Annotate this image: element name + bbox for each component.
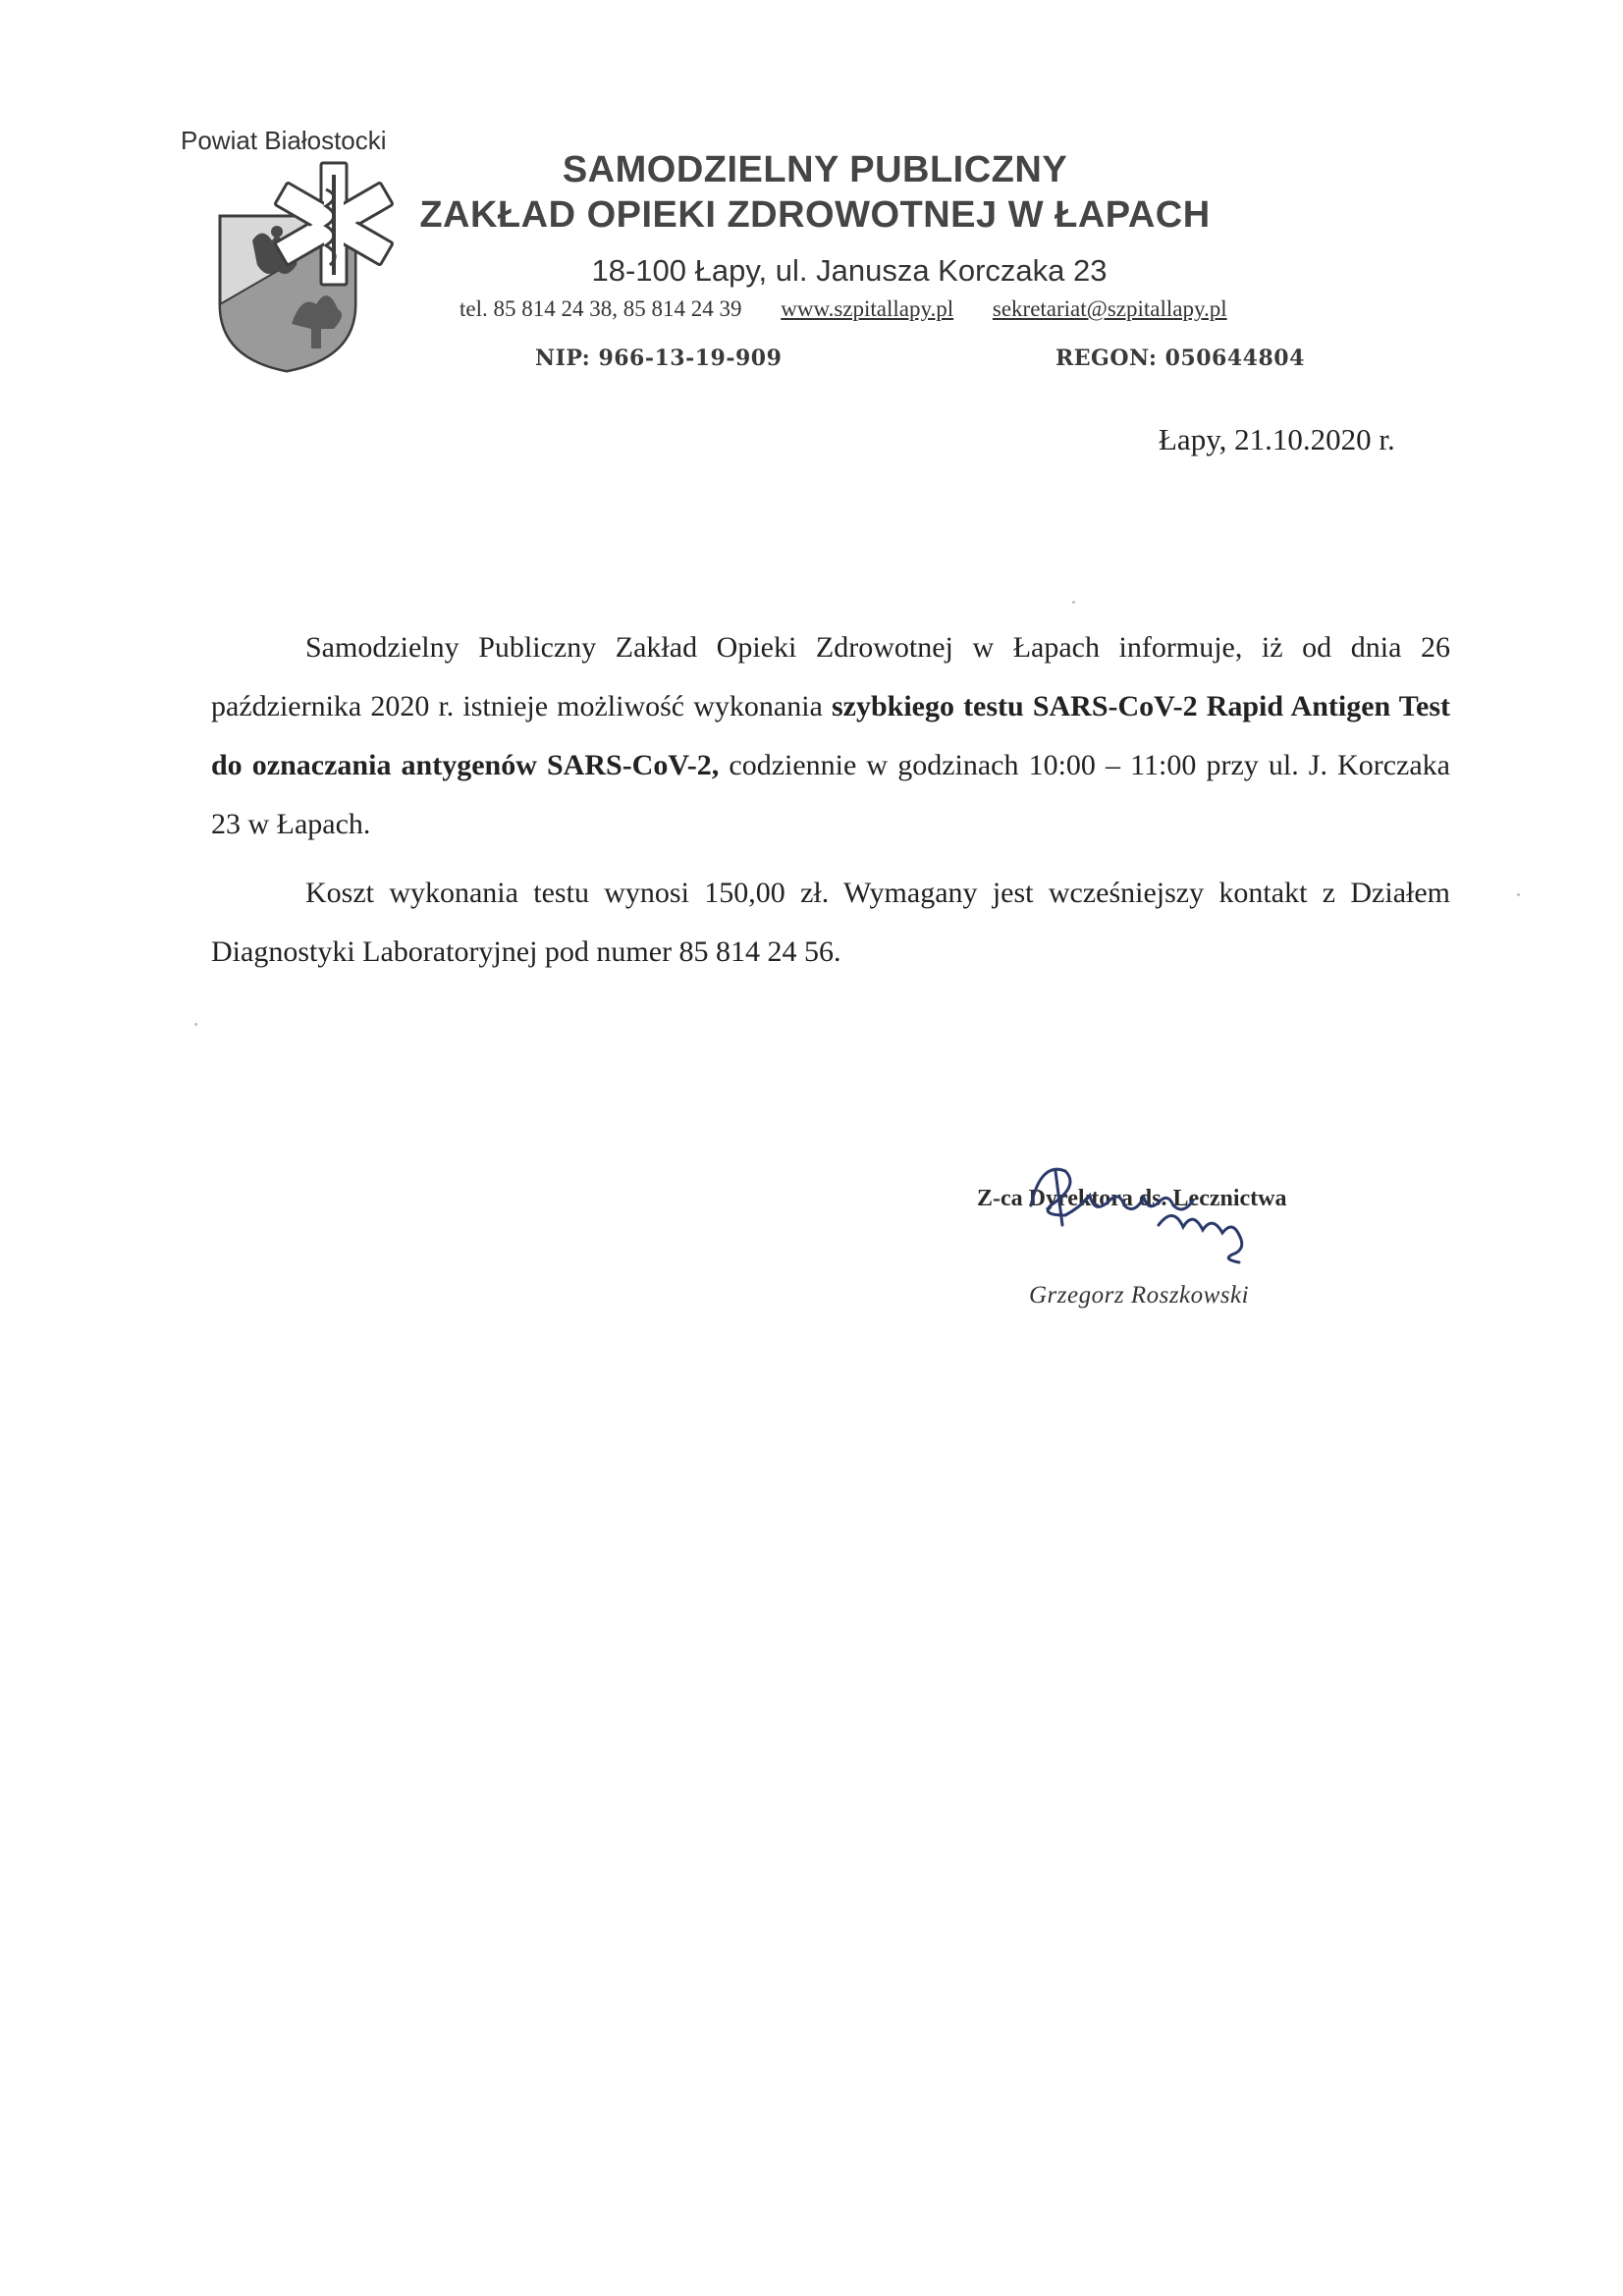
regon-number: REGON: 050644804 [1055, 346, 1305, 371]
county-name: Powiat Białostocki [181, 126, 387, 155]
coat-of-arms-logo [218, 157, 405, 373]
website-link[interactable]: www.szpitallapy.pl [781, 296, 954, 321]
letter-date: Łapy, 21.10.2020 r. [1159, 422, 1395, 456]
handwritten-signature [1011, 1147, 1276, 1274]
phone-numbers: tel. 85 814 24 38, 85 814 24 39 [460, 296, 742, 321]
paragraph-1-text-a: Samodzielny Publiczny Zakład Opieki Zdrowotnej w Łapach informuje, iż od dnia 26 października 2020 r. istnieje możliwość wykonania [211, 631, 1450, 722]
scan-speck [1517, 893, 1520, 896]
institution-address: 18-100 Łapy, ul. Janusza Korczaka 23 [591, 253, 1108, 288]
nip-number: NIP: 966-13-19-909 [535, 346, 783, 371]
contact-line [460, 296, 1402, 322]
paragraph-announcement [211, 618, 1450, 854]
paragraph-cost: Koszt wykonania testu wynosi 150,00 zł. Wymagany jest wcześniejszy kontakt z Działem Diagnostyki Laboratoryjnej pod numer 85 814 24 56. [211, 877, 1450, 968]
paragraph-1-bold-text: szybkiego testu SARS-CoV-2 Rapid Antigen Test do oznaczania antygenów SARS-CoV-2, [211, 690, 1451, 781]
scan-speck [194, 1023, 197, 1026]
letter-body [211, 618, 1450, 991]
institution-name-line-1: SAMODZIELNY PUBLICZNY [562, 149, 1068, 190]
email-link[interactable]: sekretariat@szpitallapy.pl [992, 296, 1227, 321]
paragraph-1-text-b: codziennie w godzinach 10:00 – 11:00 przy ul. J. Korczaka 23 w Łapach. [211, 749, 1450, 840]
scan-speck [1072, 601, 1075, 604]
institution-name-line-2: ZAKŁAD OPIEKI ZDROWOTNEJ W ŁAPACH [419, 194, 1211, 236]
signatory-title: Z-ca Dyrektora ds. Lecznictwa [977, 1186, 1287, 1211]
signatory-name: Grzegorz Roszkowski [1029, 1282, 1250, 1308]
